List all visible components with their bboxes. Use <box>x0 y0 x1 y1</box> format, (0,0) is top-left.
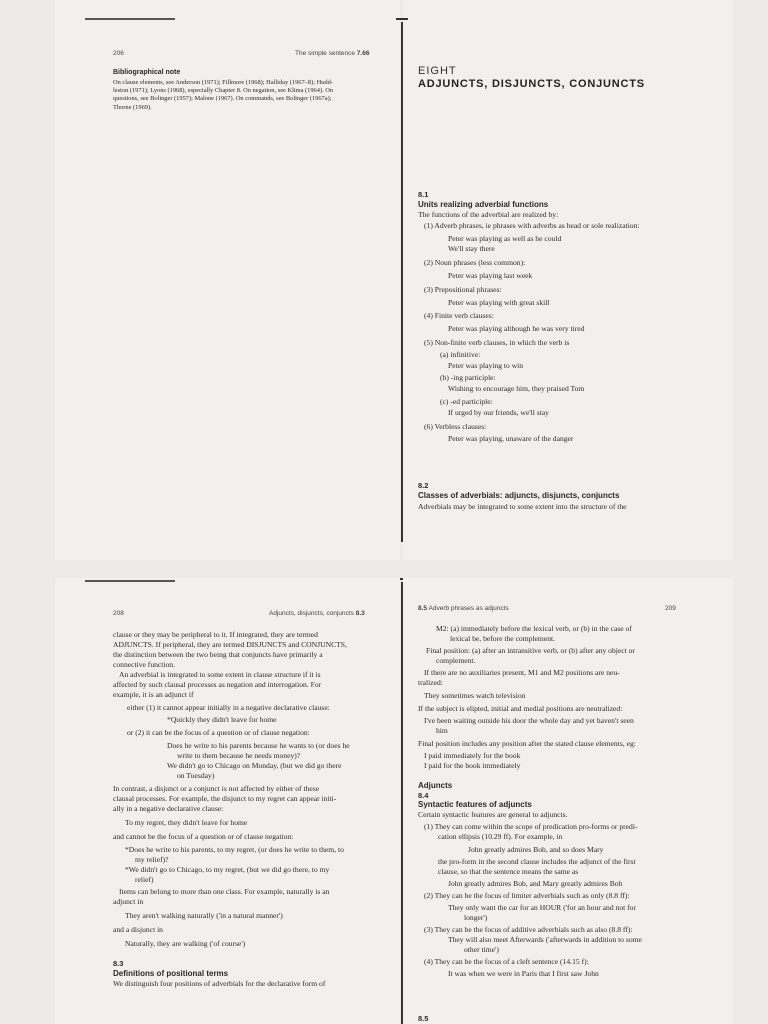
running-head: Adjuncts, disjuncts, conjuncts 8.3 <box>269 610 365 617</box>
text-line: ADJUNCTS. If peripheral, they are termed DISJUNCTS and CONJUNCTS, <box>113 640 347 649</box>
text-line: If there are no auxiliaries present, M1 and M2 positions are neu- <box>424 668 620 677</box>
text-line: We'll stay there <box>448 244 495 254</box>
text-line: Peter was playing last week <box>448 271 533 280</box>
text-line: Peter was playing with great skill <box>448 297 550 307</box>
text-line: *Quickly they didn't leave for home <box>167 715 277 724</box>
text-line: Final position includes any position after the stated clause elements, eg: <box>418 739 636 748</box>
text-line: on Tuesday) <box>177 771 215 780</box>
text-line: clause, so that the sentence means the same as <box>438 867 579 876</box>
text-line: and a disjunct in <box>113 925 163 934</box>
section-title-8-3: Definitions of positional terms <box>113 969 229 978</box>
running-head: The simple sentence 7.66 <box>295 50 370 57</box>
text-line: him <box>436 726 448 735</box>
text-line: either (1) it cannot appear initially in a negative declarative clause: <box>127 703 330 712</box>
text-line: Peter was playing to win <box>448 360 524 370</box>
text-line: Items can belong to more than one class. For example, naturally is an <box>119 887 330 896</box>
text-line: clause or they may be peripheral to it. If integrated, they are termed <box>113 630 318 639</box>
text-line: (4) They can be the focus of a cleft sentence (14.15 f): <box>424 957 589 966</box>
spine-line-top <box>401 22 403 542</box>
text-line: tralized: <box>418 678 443 687</box>
chapter-title: ADJUNCTS, DISJUNCTS, CONJUNCTS <box>418 78 645 90</box>
text-line: my relief)? <box>135 855 169 864</box>
section-8-2-text: Adverbials may be integrated to some extent into the structure of the <box>418 502 627 511</box>
text-line: Does he write to his parents because he wants to (or does he <box>167 741 350 750</box>
text-line: (2) Noun phrases (less common): <box>424 258 526 268</box>
text-line: We didn't go to Chicago on Monday, (but we did go there <box>167 761 342 770</box>
page-206 <box>55 0 400 560</box>
text-line: (4) Finite verb clauses: <box>424 311 494 321</box>
text-line: (5) Non-finite verb clauses, in which the verb is <box>424 338 570 347</box>
text-line: lexical be, before the complement. <box>450 634 555 643</box>
chapter-label: EIGHT <box>418 65 457 77</box>
page-number: 206 <box>113 50 124 57</box>
text-line: They aren't walking naturally ('in a natural manner') <box>125 911 283 920</box>
text-line: complement. <box>436 656 476 665</box>
text-line: other time') <box>464 945 499 954</box>
text-line: In contrast, a disjunct or a conjunct is not affected by either of these <box>113 784 320 793</box>
spine-cap-top <box>396 18 408 20</box>
text-line: the distinction between the two being that conjuncts have primarily a <box>113 650 323 659</box>
text-line: They only want the car for an HOUR ('for an hour and not for <box>448 903 636 912</box>
text-line: They will also meet Afterwards ('afterwards in addition to some <box>448 935 642 944</box>
bib-note-title: Bibliographical note <box>113 69 181 76</box>
text-line: affected by such clausal processes as negation and interrogation. For <box>113 680 322 689</box>
adjuncts-heading: Adjuncts <box>418 781 453 790</box>
text-line: adjunct in <box>113 897 144 906</box>
page-number: 208 <box>113 610 124 617</box>
text-line: (6) Verbless clauses: <box>424 421 487 431</box>
text-line: (b) -ing participle: <box>440 373 496 383</box>
top-rule <box>85 580 175 582</box>
bib-line: Thorne (1969). <box>113 103 152 111</box>
text-line: Naturally, they are walking ('of course') <box>125 939 246 948</box>
text-line: Final position: (a) after an intransitive verb, or (b) after any object or <box>426 646 635 655</box>
top-rule <box>85 18 175 20</box>
text-line: *Does he write to his parents, to my regret, (or does he write to them, to <box>125 845 344 854</box>
text-line: Peter was playing as well as he could <box>448 233 562 243</box>
text-line: (c) -ed participle: <box>440 397 493 406</box>
text-line: Peter was playing, unaware of the danger <box>448 434 574 444</box>
text-line: Wishing to encourage him, they praised Tom <box>448 384 585 394</box>
section-title-8-1: Units realizing adverbial functions <box>418 200 549 209</box>
text-line: It was when we were in Paris that I first saw John <box>448 969 599 978</box>
text-line: John greatly admires Bob, and Mary greatly admires Bob <box>448 879 623 888</box>
text-line: Certain syntactic features are general to adjuncts. <box>418 810 568 819</box>
text-line: If urged by our friends, we'll stay <box>448 407 549 417</box>
section-8-3-text: We distinguish four positions of adverbials for the declarative form of <box>113 979 326 988</box>
text-line: the pro-form in the second clause includes the adjunct of the first <box>438 857 636 866</box>
bib-line: questions, see Bolinger (1957); Malone (1967). On commands, see Bolinger (1967a); <box>113 95 332 103</box>
page-207 <box>403 0 733 560</box>
section-number-8-5: 8.5 <box>418 1014 429 1023</box>
text-line: To my regret, they didn't leave for home <box>125 818 248 827</box>
text-line: (1) They can come within the scope of predication pro-forms or predi- <box>424 822 638 831</box>
section-number-8-3: 8.3 <box>113 959 124 968</box>
page-208 <box>55 578 400 1024</box>
text-line: (2) They can be the focus of limiter adverbials such as only (8.8 ff): <box>424 891 630 900</box>
text-line: or (2) it can be the focus of a question or of clause negation: <box>127 728 310 737</box>
bib-line: leston (1971); Lyons (1968), especially Chapter 8. On negation, see Klima (1964). On <box>113 87 334 95</box>
text-line: If the subject is elipted, initial and medial positions are neutralized: <box>418 704 623 713</box>
running-head: 8.5 Adverb phrases as adjuncts <box>418 605 509 612</box>
text-line: connective function. <box>113 660 175 669</box>
text-line: example, it is an adjunct if <box>113 690 194 699</box>
page-209 <box>403 578 733 1024</box>
text-line: I paid for the book immediately <box>424 761 521 770</box>
section-number-8-2: 8.2 <box>418 481 429 490</box>
text-line: longer') <box>464 913 488 922</box>
text-line: cation ellipsis (10.29 ff). For example, in <box>438 832 563 841</box>
text-line: M2: (a) immediately before the lexical verb, or (b) in the case of <box>436 624 632 633</box>
section-number-8-1: 8.1 <box>418 190 429 199</box>
text-line: Peter was playing although he was very tired <box>448 324 585 334</box>
text-line: and cannot be the focus of a question or of clause negation: <box>113 832 294 841</box>
text-line: (1) Adverb phrases, ie phrases with adverbs as head or sole realization: <box>424 220 640 230</box>
text-line: write to them because he needs money)? <box>177 751 301 760</box>
text-line: John greatly admires Bob, and so does Mary <box>468 845 604 854</box>
text-line: The functions of the adverbial are realized by: <box>418 210 559 219</box>
section-title-8-4: Syntactic features of adjuncts <box>418 800 532 809</box>
text-line: An adverbial is integrated to some extent in clause structure if it is <box>119 670 321 679</box>
text-line: They sometimes watch television <box>424 691 526 700</box>
text-line: (a) infinitive: <box>440 349 481 359</box>
text-line: clausal processes. For example, the disjunct to my regret can appear initi- <box>113 794 337 803</box>
section-title-8-2: Classes of adverbials: adjuncts, disjuncts, conjuncts <box>418 491 620 500</box>
text-line: (3) They can be the focus of additive adverbials such as also (8.8 ff): <box>424 925 633 934</box>
section-number-8-4: 8.4 <box>418 791 429 800</box>
text-line: (3) Prepositional phrases: <box>424 284 502 294</box>
bib-line: On clause elements, see Anderson (1971); Fillmore (1968); Halliday (1967–8); Hudd- <box>113 79 333 86</box>
text-line: ally in a negative declarative clause: <box>113 804 224 813</box>
text-line: relief) <box>135 875 154 884</box>
page-number: 209 <box>665 605 676 612</box>
text-line: I've been waiting outside his door the whole day and yet haven't seen <box>424 716 634 725</box>
text-line: *We didn't go to Chicago, to my regret, (but we did go there, to my <box>125 865 330 874</box>
text-line: I paid immediately for the book <box>424 751 521 760</box>
